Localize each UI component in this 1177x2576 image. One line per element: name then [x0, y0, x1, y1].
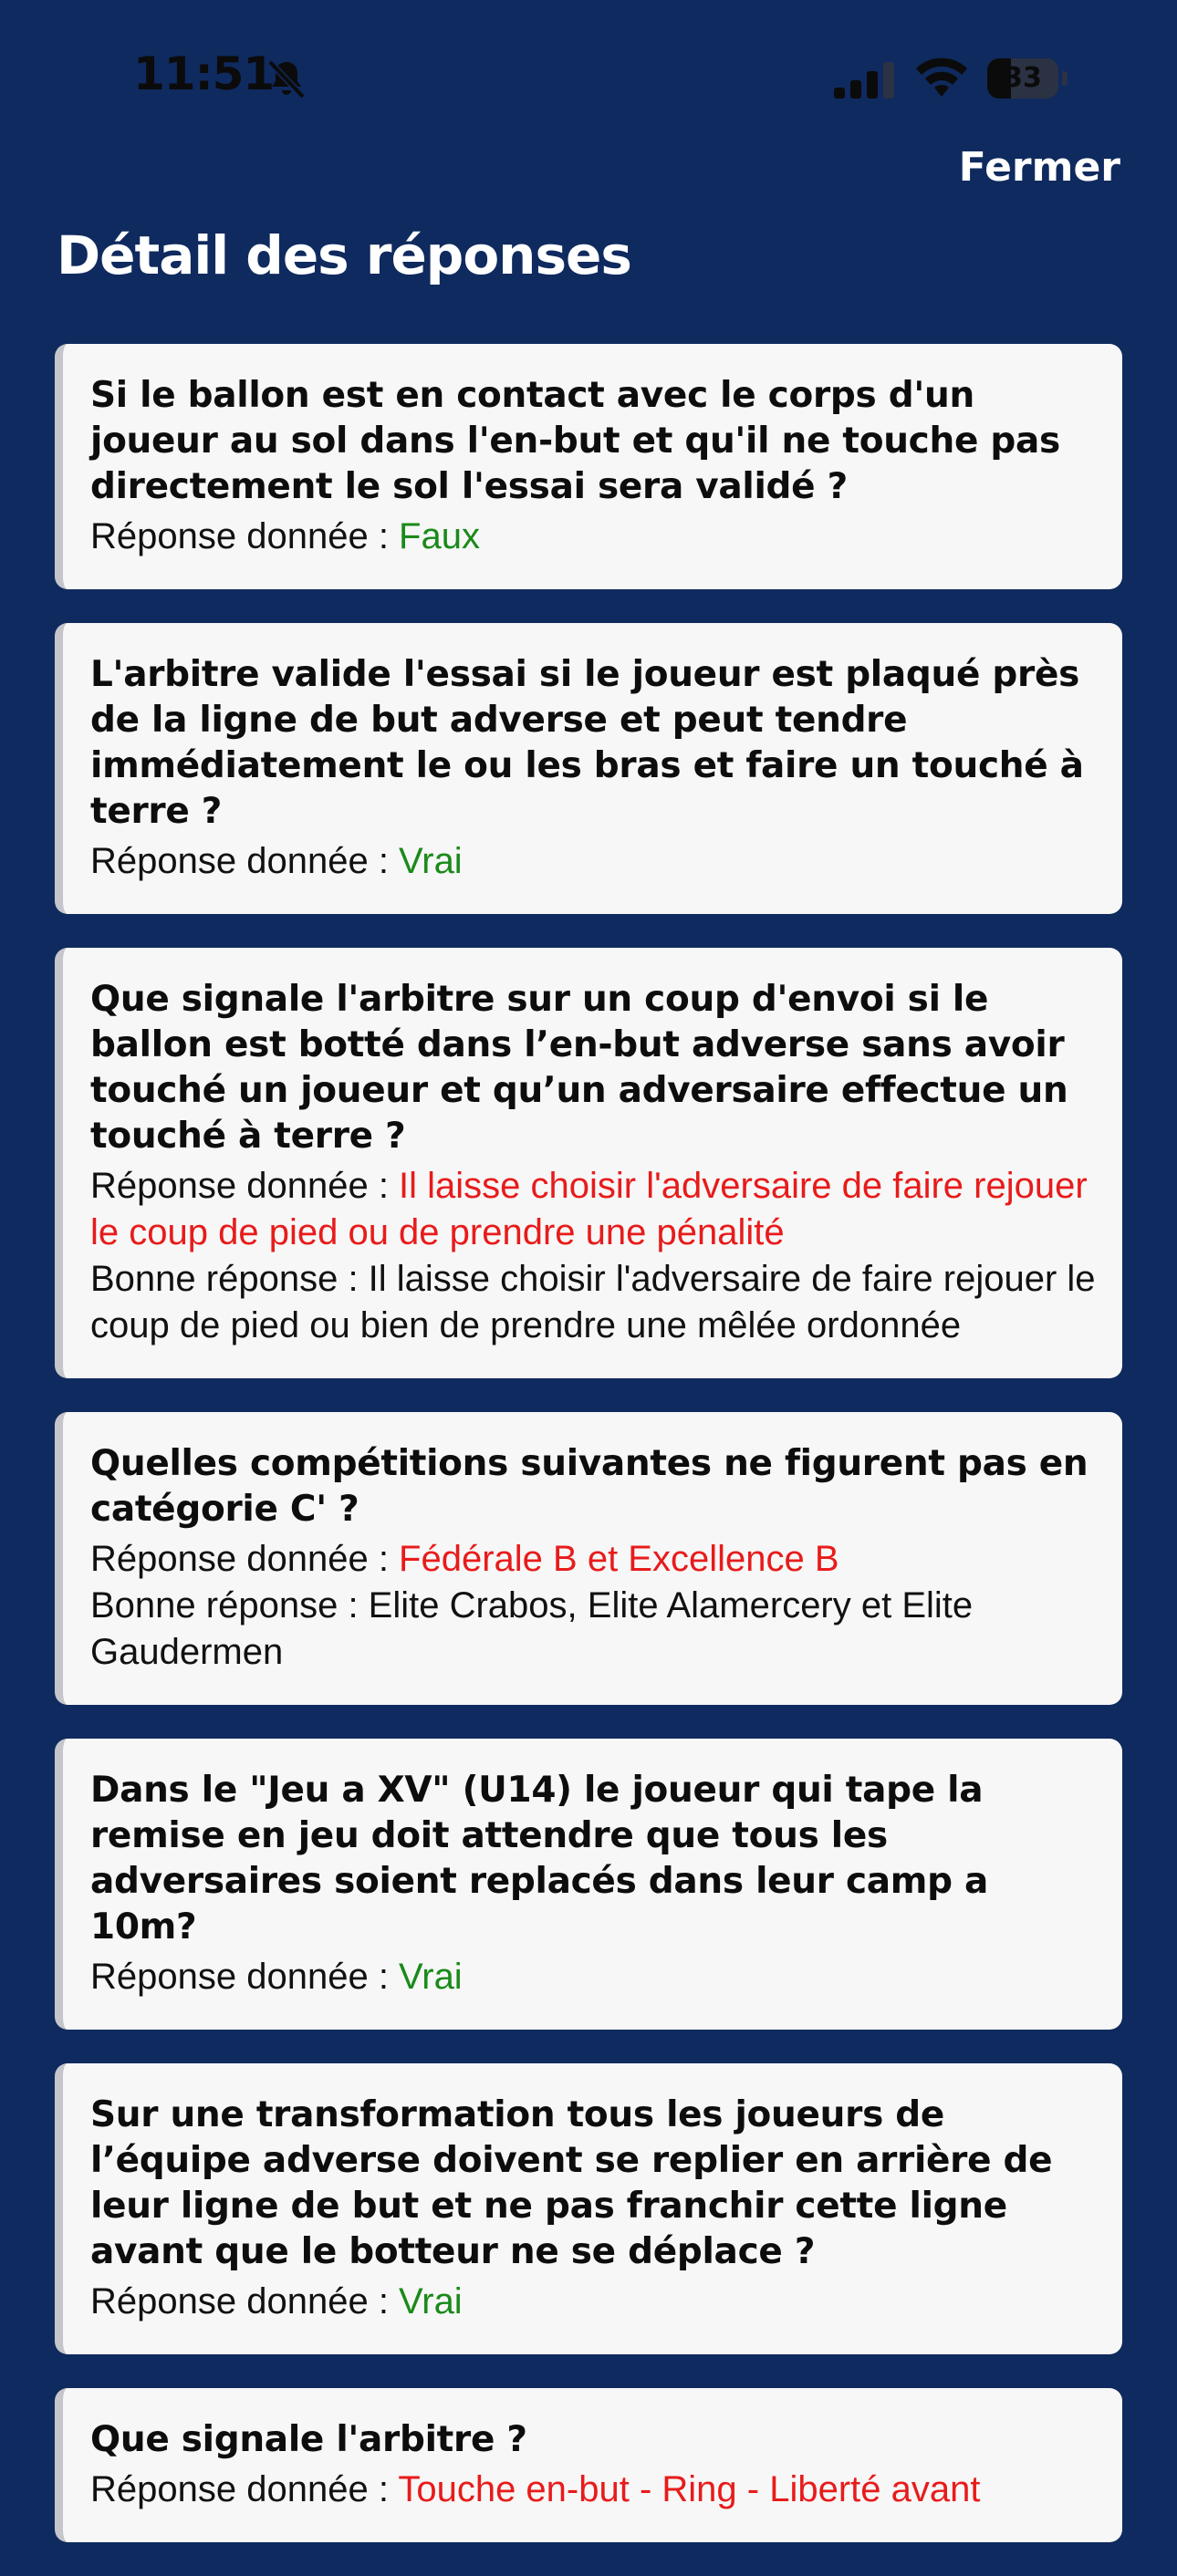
question-text: Que signale l'arbitre sur un coup d'envoi si le ballon est botté dans l’en-but adverse sans avoir touché un joueur et qu’un adversaire effectue un touché à terre ?: [90, 979, 1068, 1157]
answer-card: [55, 2063, 1122, 2354]
correct-answer-line: [90, 1583, 1097, 1676]
question-text: Que signale l'arbitre ?: [90, 2419, 527, 2460]
close-button[interactable]: Fermer: [958, 144, 1120, 191]
answer-card: [55, 623, 1122, 914]
status-time: 11:51: [133, 47, 275, 100]
given-answer-label: Réponse donnée :: [90, 1539, 400, 1579]
page-title: Détail des réponses: [57, 224, 631, 286]
question-text: Sur une transformation tous les joueurs de l’équipe adverse doivent se replier en arrière de leur ligne de but et ne pas franchir cette ligne avant que le botteur ne se déplace ?: [90, 2094, 1053, 2272]
correct-answer-value: Elite Crabos, Elite Alamercery et Elite Gaudermen: [90, 1585, 974, 1672]
answers-list: [55, 344, 1122, 2576]
answer-card: [55, 344, 1122, 589]
wifi-icon: [916, 57, 967, 97]
answer-card: [55, 2388, 1122, 2542]
given-answer-line: [90, 1536, 1097, 1583]
battery-icon: [987, 58, 1071, 99]
question-text: Si le ballon est en contact avec le corps d'un joueur au sol dans l'en-but et qu'il ne touche pas directement le sol l'essai sera validé ?: [90, 375, 1060, 507]
correct-answer-label: Bonne réponse :: [90, 1259, 369, 1299]
given-answer-line: [90, 1954, 1097, 2000]
correct-answer-value: Il laisse choisir l'adversaire de faire rejouer le coup de pied ou bien de prendre une mêlée ordonnée: [90, 1259, 1096, 1345]
given-answer-line: [90, 1163, 1097, 1256]
given-answer-value: Fédérale B et Excellence B: [399, 1539, 839, 1579]
given-answer-value: Vrai: [399, 841, 463, 881]
battery-level: 33: [1004, 62, 1042, 94]
given-answer-label: Réponse donnée :: [90, 1957, 400, 1997]
correct-answer-label: Bonne réponse :: [90, 1585, 369, 1626]
given-answer-value: Touche en-but - Ring - Liberté avant: [398, 2469, 981, 2509]
answer-card: [55, 1739, 1122, 2030]
given-answer-value: Faux: [399, 516, 480, 556]
given-answer-value: Vrai: [399, 2281, 463, 2322]
status-bar: [0, 0, 1177, 155]
given-answer-label: Réponse donnée :: [90, 2469, 399, 2509]
given-answer-label: Réponse donnée :: [90, 2281, 400, 2322]
cellular-signal-icon: [834, 62, 894, 99]
given-answer-label: Réponse donnée :: [90, 841, 400, 881]
question-text: L'arbitre valide l'essai si le joueur est plaqué près de la ligne de but adverse et peut tendre immédiatement le ou les bras et faire un touché à terre ?: [90, 654, 1084, 832]
question-text: Dans le "Jeu a XV" (U14) le joueur qui tape la remise en jeu doit attendre que tous les adversaires soient replacés dans leur camp a 10m?: [90, 1770, 989, 1948]
given-answer-line: [90, 514, 1097, 560]
correct-answer-line: [90, 1256, 1097, 1349]
bell-slash-icon: [265, 57, 308, 100]
given-answer-value: Vrai: [399, 1957, 463, 1997]
answer-card: [55, 1412, 1122, 1705]
given-answer-line: [90, 2467, 1097, 2513]
given-answer-line: [90, 2279, 1097, 2325]
question-text: Quelles compétitions suivantes ne figurent pas en catégorie C' ?: [90, 1443, 1088, 1530]
given-answer-line: [90, 838, 1097, 885]
given-answer-label: Réponse donnée :: [90, 516, 400, 556]
given-answer-value: Il laisse choisir l'adversaire de faire rejouer le coup de pied ou de prendre une pénalité: [90, 1166, 1088, 1252]
given-answer-label: Réponse donnée :: [90, 1166, 400, 1206]
answer-card: [55, 948, 1122, 1378]
